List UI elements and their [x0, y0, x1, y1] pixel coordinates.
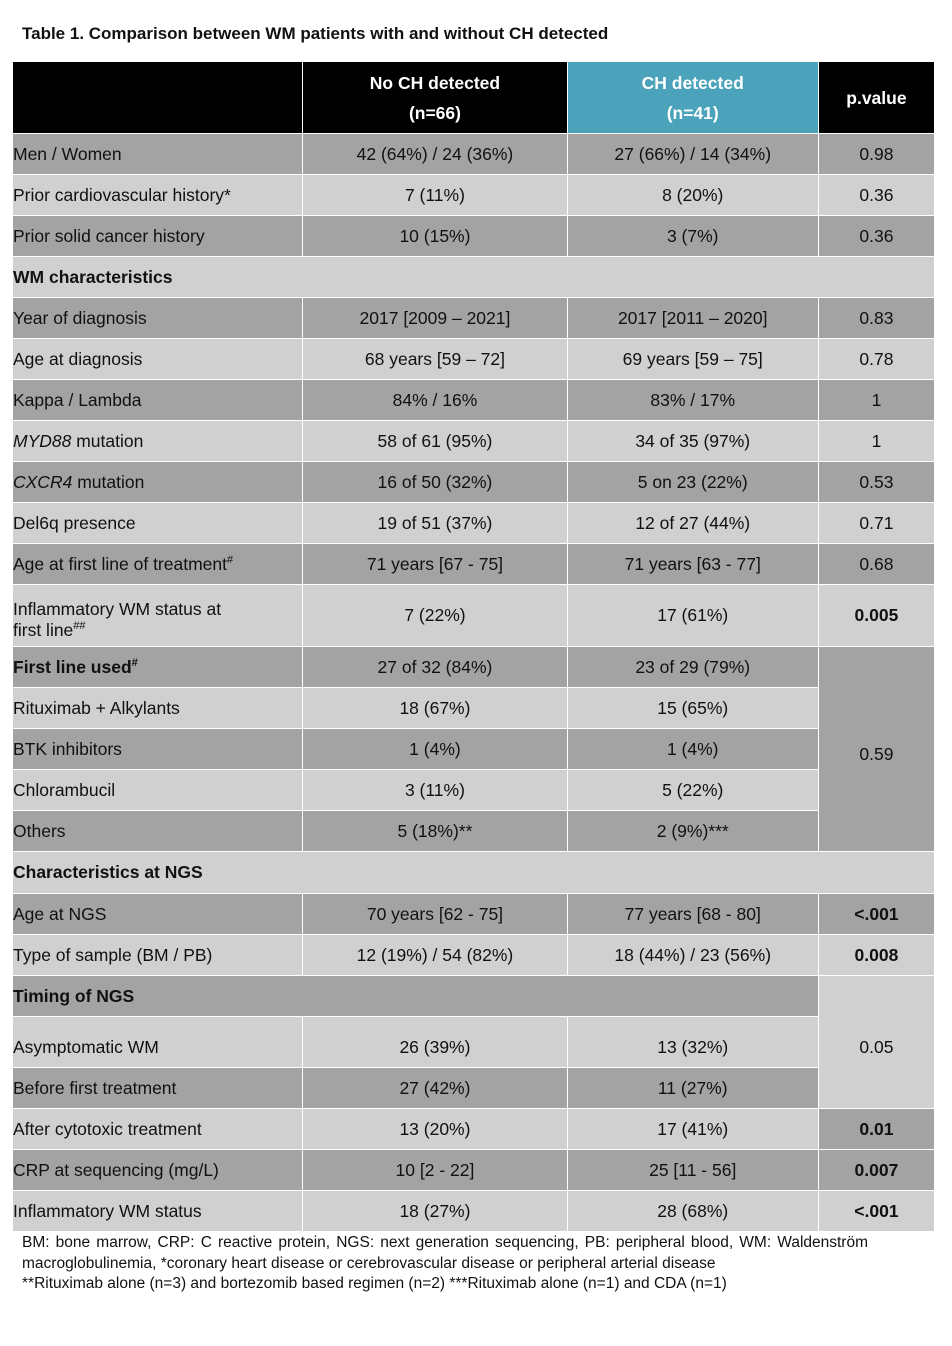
cell-no-ch: 71 years [67 - 75]: [303, 544, 567, 585]
table-row: [13, 175, 935, 216]
cell-pvalue: 0.53: [818, 462, 934, 503]
cell-ch: 2017 [2011 – 2020]: [567, 298, 818, 339]
header-no-ch: No CH detected (n=66): [303, 62, 567, 134]
row-label: Age at first line of treatment#: [13, 544, 303, 585]
row-label: MYD88 mutation: [13, 421, 303, 462]
cell-no-ch: 16 of 50 (32%): [303, 462, 567, 503]
row-label: Kappa / Lambda: [13, 380, 303, 421]
table-row: [13, 216, 935, 257]
row-label: Men / Women: [13, 134, 303, 175]
cell-pvalue: 0.71: [818, 503, 934, 544]
cell-no-ch: 27 (42%): [303, 1068, 567, 1109]
cell-ch: 5 (22%): [567, 770, 818, 811]
cell-pvalue: 0.36: [818, 175, 934, 216]
cell-pvalue: 1: [818, 421, 934, 462]
row-label: BTK inhibitors: [13, 729, 303, 770]
cell-ch: 18 (44%) / 23 (56%): [567, 935, 818, 976]
cell-ch: 77 years [68 - 80]: [567, 894, 818, 935]
cell-ch: 2 (9%)***: [567, 811, 818, 852]
cell-no-ch: 58 of 61 (95%): [303, 421, 567, 462]
row-label: Before first treatment: [13, 1068, 303, 1109]
cell-ch: 25 [11 - 56]: [567, 1150, 818, 1191]
cell-no-ch: 7 (11%): [303, 175, 567, 216]
row-label: Year of diagnosis: [13, 298, 303, 339]
table-row: [13, 339, 935, 380]
cell-pvalue: 0.78: [818, 339, 934, 380]
cell-ch: 12 of 27 (44%): [567, 503, 818, 544]
cell-no-ch: 84% / 16%: [303, 380, 567, 421]
table-row: [13, 585, 935, 647]
cell-pvalue: <.001: [818, 1191, 934, 1232]
table-row: [13, 729, 935, 770]
cell-no-ch: 2017 [2009 – 2021]: [303, 298, 567, 339]
table-row: [13, 894, 935, 935]
table-row: [13, 134, 935, 175]
table-row: [13, 770, 935, 811]
cell-ch: 3 (7%): [567, 216, 818, 257]
section-ngs-characteristics: Characteristics at NGS: [13, 852, 935, 894]
cell-no-ch: 19 of 51 (37%): [303, 503, 567, 544]
cell-ch: 13 (32%): [567, 1017, 818, 1068]
cell-no-ch: 70 years [62 - 75]: [303, 894, 567, 935]
cell-ch: 11 (27%): [567, 1068, 818, 1109]
row-label: Age at diagnosis: [13, 339, 303, 380]
cell-pvalue: 0.005: [818, 585, 934, 647]
row-label: CXCR4 mutation: [13, 462, 303, 503]
cell-no-ch: 42 (64%) / 24 (36%): [303, 134, 567, 175]
cell-ch: 23 of 29 (79%): [567, 647, 818, 688]
cell-pvalue: 0.007: [818, 1150, 934, 1191]
cell-pvalue: 0.83: [818, 298, 934, 339]
cell-pvalue: <.001: [818, 894, 934, 935]
header-empty: [13, 62, 303, 134]
row-label: Prior cardiovascular history*: [13, 175, 303, 216]
cell-ch: 34 of 35 (97%): [567, 421, 818, 462]
row-label: Type of sample (BM / PB): [13, 935, 303, 976]
row-label: Inflammatory WM status at first line##: [13, 585, 303, 647]
table-row: [13, 935, 935, 976]
table-row: [13, 462, 935, 503]
cell-pvalue: 1: [818, 380, 934, 421]
table-footnotes: [22, 1233, 868, 1295]
cell-ch: 17 (61%): [567, 585, 818, 647]
cell-no-ch: 12 (19%) / 54 (82%): [303, 935, 567, 976]
table-row: [13, 811, 935, 852]
row-label: Age at NGS: [13, 894, 303, 935]
section-header-row: [13, 852, 935, 894]
table-row: [13, 380, 935, 421]
cell-no-ch: 26 (39%): [303, 1017, 567, 1068]
cell-ch: 69 years [59 – 75]: [567, 339, 818, 380]
footnote-abbreviations: BM: bone marrow, CRP: C reactive protein, NGS: next generation sequencing, PB: peripheral blood, WM: Waldenström macroglobulinemia, *coronary heart disease or cerebrovascular disease or peripheral arterial disease: [22, 1234, 868, 1272]
cell-no-ch: 27 of 32 (84%): [303, 647, 567, 688]
table-header-row: [13, 62, 935, 134]
cell-ch: 28 (68%): [567, 1191, 818, 1232]
cell-pvalue: 0.008: [818, 935, 934, 976]
cell-no-ch: 7 (22%): [303, 585, 567, 647]
section-wm-characteristics: WM characteristics: [13, 257, 935, 298]
table-row: [13, 544, 935, 585]
row-label: Timing of NGS: [13, 976, 819, 1017]
cell-no-ch: 68 years [59 – 72]: [303, 339, 567, 380]
header-pvalue: p.value: [818, 62, 934, 134]
table-row: [13, 976, 935, 1017]
table-row: [13, 1068, 935, 1109]
header-ch: CH detected (n=41): [567, 62, 818, 134]
cell-no-ch: 5 (18%)**: [303, 811, 567, 852]
row-label: Prior solid cancer history: [13, 216, 303, 257]
cell-no-ch: 10 (15%): [303, 216, 567, 257]
cell-no-ch: 10 [2 - 22]: [303, 1150, 567, 1191]
cell-no-ch: 1 (4%): [303, 729, 567, 770]
cell-ch: 17 (41%): [567, 1109, 818, 1150]
cell-ch: 83% / 17%: [567, 380, 818, 421]
cell-ch: 15 (65%): [567, 688, 818, 729]
table-row: [13, 421, 935, 462]
cell-pvalue: 0.59: [818, 647, 934, 852]
footnote-regimens: **Rituximab alone (n=3) and bortezomib based regimen (n=2) ***Rituximab alone (n=1) and CDA (n=1): [22, 1275, 727, 1292]
cell-no-ch: 18 (27%): [303, 1191, 567, 1232]
cell-pvalue: 0.05: [818, 976, 934, 1109]
cell-ch: 8 (20%): [567, 175, 818, 216]
cell-ch: 5 on 23 (22%): [567, 462, 818, 503]
table-row: [13, 688, 935, 729]
row-label: First line used#: [13, 647, 303, 688]
table-row: [13, 1017, 935, 1068]
table-title: Table 1. Comparison between WM patients with and without CH detected: [22, 24, 609, 43]
table-row: [13, 298, 935, 339]
cell-ch: 1 (4%): [567, 729, 818, 770]
row-label: Chlorambucil: [13, 770, 303, 811]
cell-pvalue: 0.36: [818, 216, 934, 257]
cell-pvalue: 0.98: [818, 134, 934, 175]
row-label: Asymptomatic WM: [13, 1017, 303, 1068]
row-label: Del6q presence: [13, 503, 303, 544]
table-row: [13, 503, 935, 544]
cell-ch: 71 years [63 - 77]: [567, 544, 818, 585]
table-row: [13, 1191, 935, 1232]
cell-no-ch: 13 (20%): [303, 1109, 567, 1150]
row-label: CRP at sequencing (mg/L): [13, 1150, 303, 1191]
row-label: Inflammatory WM status: [13, 1191, 303, 1232]
comparison-table: [12, 61, 935, 1232]
cell-ch: 27 (66%) / 14 (34%): [567, 134, 818, 175]
cell-pvalue: 0.01: [818, 1109, 934, 1150]
cell-no-ch: 3 (11%): [303, 770, 567, 811]
cell-no-ch: 18 (67%): [303, 688, 567, 729]
section-header-row: [13, 257, 935, 298]
row-label: Rituximab + Alkylants: [13, 688, 303, 729]
table-row: [13, 1109, 935, 1150]
table-row: [13, 647, 935, 688]
table-row: [13, 1150, 935, 1191]
row-label: Others: [13, 811, 303, 852]
cell-pvalue: 0.68: [818, 544, 934, 585]
row-label: After cytotoxic treatment: [13, 1109, 303, 1150]
